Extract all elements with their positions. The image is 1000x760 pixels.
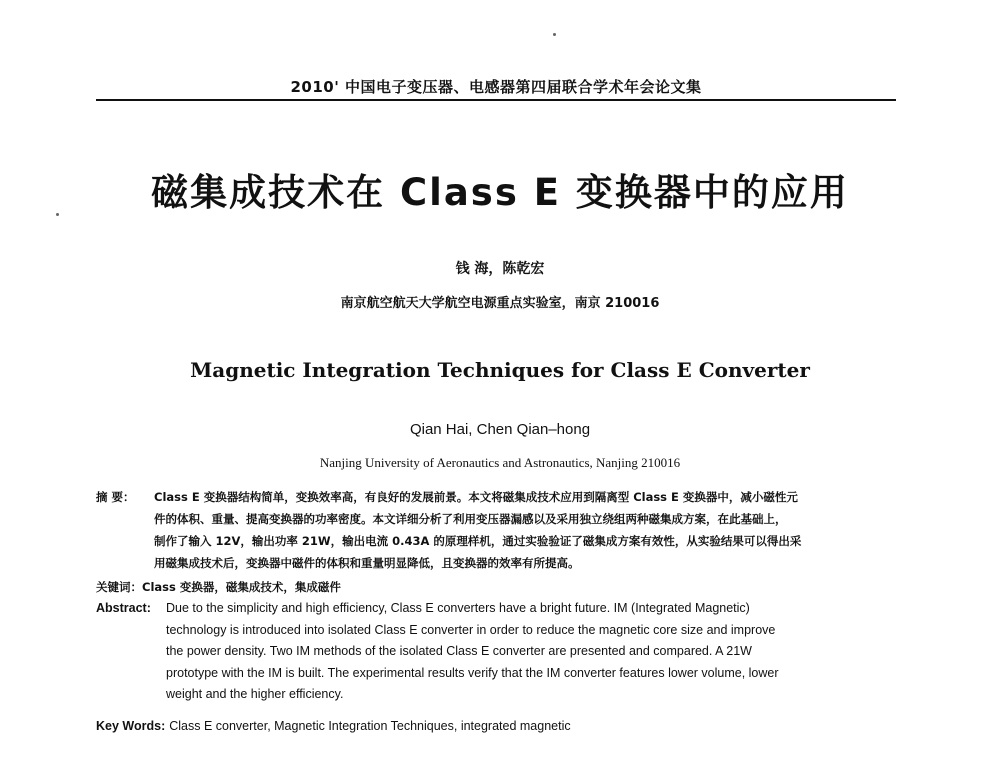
chinese-keywords bbox=[96, 576, 902, 598]
chinese-abstract-line: 用磁集成技术后，变换器中磁件的体积和重量明显降低，且变换器的效率有所提高。 bbox=[154, 556, 580, 570]
chinese-abstract bbox=[96, 486, 902, 574]
english-abstract-line: the power density. Two IM methods of the isolated Class E converter are presented and compared. A 21W bbox=[166, 644, 752, 658]
scan-speck bbox=[56, 213, 59, 216]
english-keywords bbox=[96, 716, 902, 737]
english-keywords-label: Key Words: bbox=[96, 719, 166, 733]
chinese-keywords-label: 关键词： bbox=[96, 580, 142, 594]
english-abstract-line: Due to the simplicity and high efficiency, Class E converters have a bright future. IM (Integrated Magnetic) bbox=[166, 601, 750, 615]
chinese-keywords-text: Class 变换器，磁集成技术，集成磁件 bbox=[142, 580, 341, 594]
english-abstract-body bbox=[166, 598, 902, 706]
running-header: 2010' 中国电子变压器、电感器第四届联合学术年会论文集 bbox=[290, 78, 702, 96]
english-affiliation: Nanjing University of Aeronautics and Astronautics, Nanjing 210016 bbox=[319, 455, 681, 470]
chinese-affiliation: 南京航空航天大学航空电源重点实验室，南京 210016 bbox=[340, 296, 660, 311]
english-abstract-line: weight and the higher efficiency. bbox=[166, 687, 344, 701]
chinese-abstract-body bbox=[154, 486, 902, 574]
english-keywords-text: Class E converter, Magnetic Integration Techniques, integrated magnetic bbox=[169, 719, 571, 733]
english-abstract-label: Abstract: bbox=[96, 601, 151, 615]
chinese-abstract-line: 制作了输入 12V，输出功率 21W，输出电流 0.43A 的原理样机，通过实验验证了磁集成方案有效性，从实验结果可以得出采 bbox=[154, 534, 802, 548]
english-abstract-line: prototype with the IM is built. The experimental results verify that the IM converter features lower volume, lower bbox=[166, 665, 779, 680]
english-authors: Qian Hai, Chen Qian–hong bbox=[409, 421, 591, 438]
chinese-abstract-line: 件的体积、重量、提高变换器的功率密度。本文详细分析了利用变压器漏感以及采用独立绕组两种磁集成方案，在此基础上， bbox=[154, 512, 787, 526]
english-abstract bbox=[96, 598, 902, 706]
english-title: Magnetic Integration Techniques for Class E Converter bbox=[190, 358, 810, 382]
english-abstract-line: technology is introduced into isolated Class E converter in order to reduce the magnetic core size and improve bbox=[166, 622, 776, 637]
scan-speck bbox=[553, 33, 556, 36]
chinese-abstract-label: 摘 要： bbox=[96, 490, 135, 504]
chinese-authors: 钱 海，陈乾宏 bbox=[455, 261, 545, 277]
header-rule bbox=[96, 99, 896, 101]
chinese-abstract-line: Class E 变换器结构简单，变换效率高，有良好的发展前景。本文将磁集成技术应用到隔离型 Class E 变换器中，减小磁性元 bbox=[154, 490, 798, 504]
chinese-title: 磁集成技术在 Class E 变换器中的应用 bbox=[151, 171, 849, 214]
